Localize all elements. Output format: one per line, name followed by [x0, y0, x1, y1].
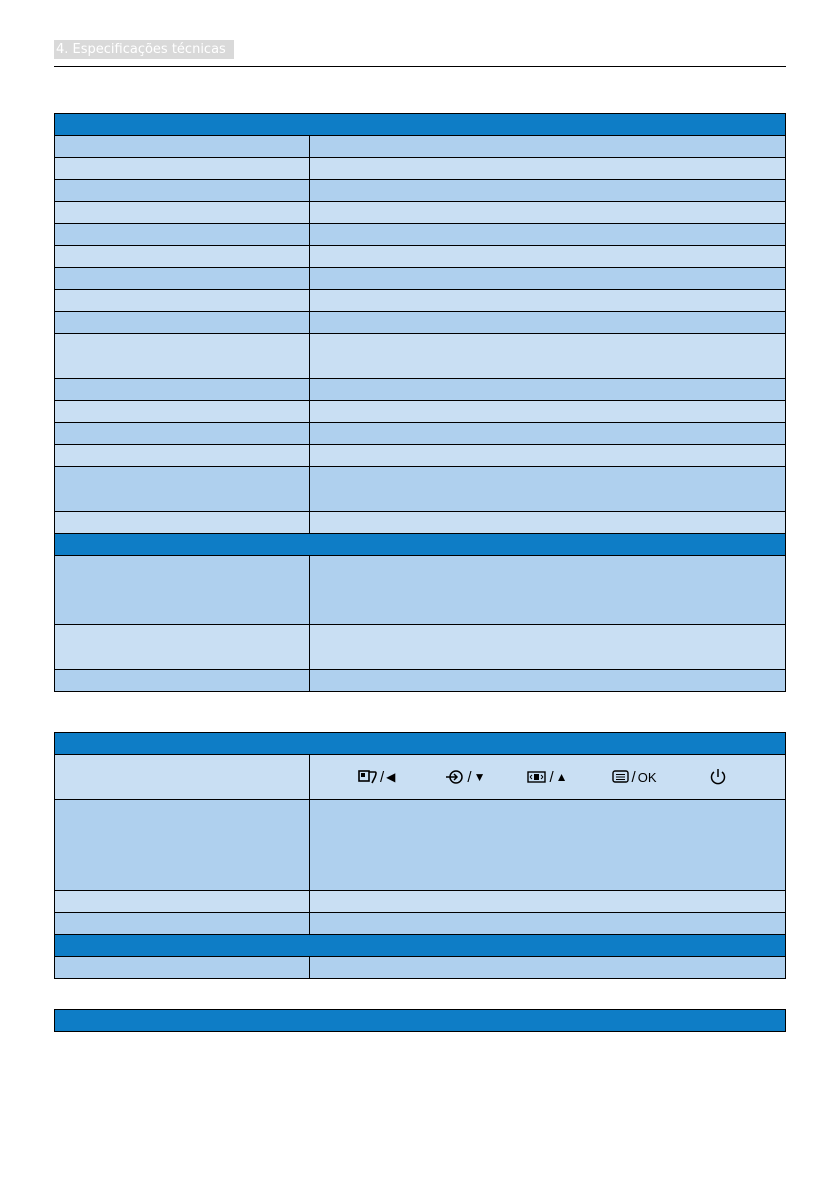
table-row: [55, 268, 786, 290]
slash-label: /: [549, 768, 554, 786]
table-section-header: [55, 534, 786, 556]
down-arrow-label: ▼: [473, 770, 486, 784]
table-row: [55, 290, 786, 312]
table-row: [55, 246, 786, 268]
table-row: [55, 423, 786, 445]
table-row: [55, 445, 786, 467]
table-section-header: [55, 114, 786, 136]
table-row-controls: [55, 755, 786, 800]
table-row: [55, 625, 786, 670]
table-row: [55, 202, 786, 224]
aspect-up-icon: [527, 769, 567, 786]
table-row: [55, 957, 786, 979]
power-icon: [709, 768, 727, 786]
table-row: [55, 158, 786, 180]
menu-ok-icon: [612, 769, 657, 786]
smartimage-left-icon: [358, 769, 395, 786]
spec-table-1: [54, 113, 786, 692]
spec-table-2: [54, 732, 786, 979]
table-row: [55, 913, 786, 935]
spec-table-3: [54, 1009, 786, 1032]
table-row: [55, 379, 786, 401]
table-row: [55, 401, 786, 423]
table-section-header: [55, 1010, 786, 1032]
table-section-header: [55, 733, 786, 755]
section-header-tab: [54, 40, 234, 59]
input-down-icon: [445, 769, 485, 786]
control-icons-row: [310, 755, 785, 799]
left-arrow-label: ◀: [386, 770, 396, 784]
slash-label: /: [380, 768, 385, 786]
header-rule: [54, 66, 786, 67]
slash-label: /: [467, 768, 472, 786]
ok-label: OK: [637, 769, 657, 785]
table-section-header: [55, 935, 786, 957]
slash-label: /: [631, 768, 636, 786]
table-row: [55, 136, 786, 158]
table-row: [55, 224, 786, 246]
table-row: [55, 180, 786, 202]
table-row: [55, 670, 786, 692]
table-row: [55, 312, 786, 334]
table-row: [55, 334, 786, 379]
up-arrow-label: ▲: [555, 770, 568, 784]
table-row: [55, 556, 786, 625]
table-row: [55, 512, 786, 534]
section-title: 4. Especificações técnicas: [56, 42, 226, 57]
table-row: [55, 467, 786, 512]
table-row: [55, 800, 786, 891]
table-row: [55, 891, 786, 913]
